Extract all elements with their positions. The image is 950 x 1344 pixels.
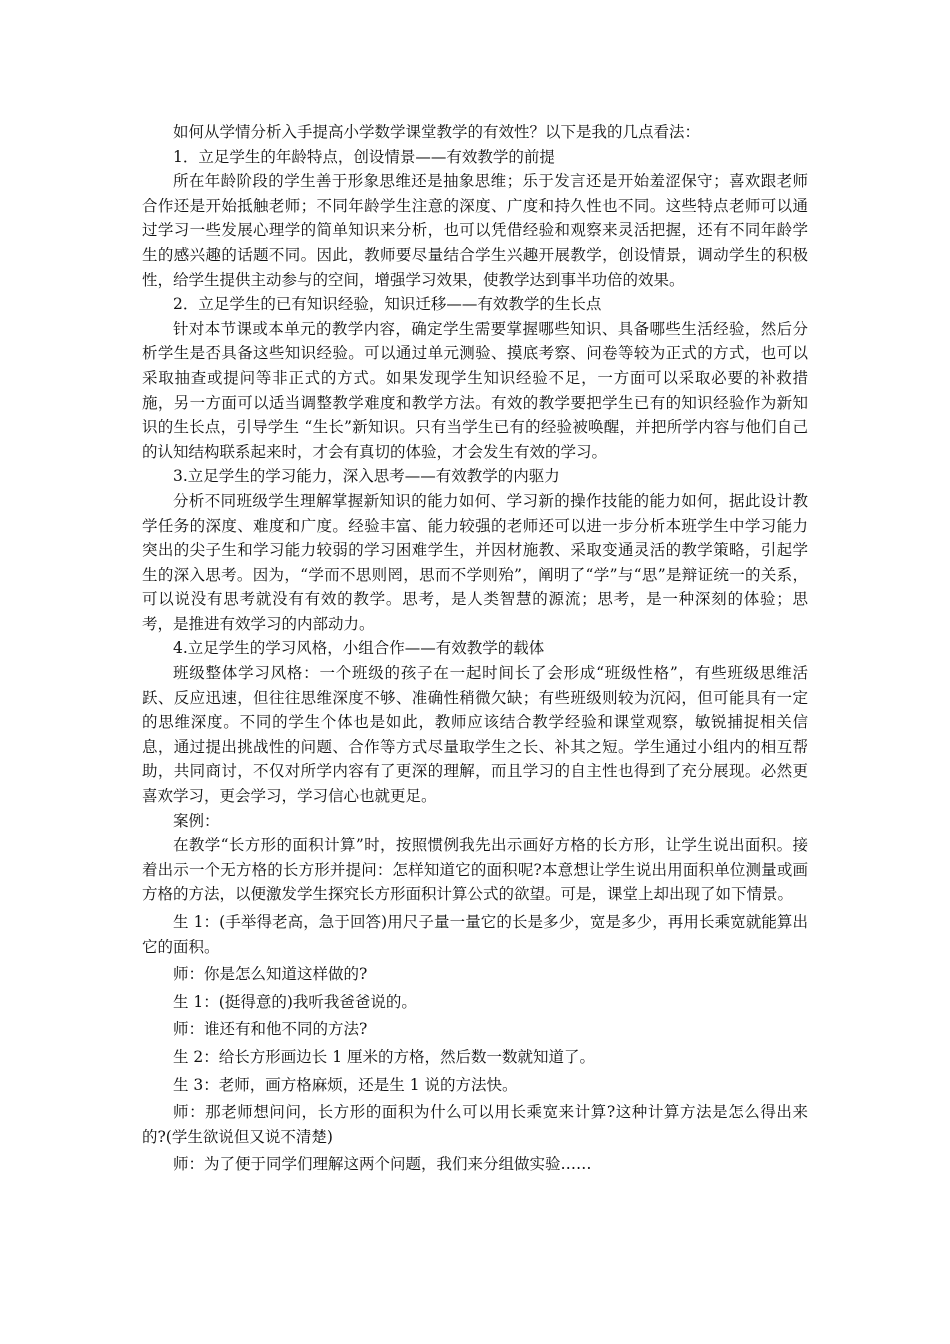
dialogue-line: 师：谁还有和他不同的方法?	[173, 1020, 368, 1039]
dialogue-line: 生 3：老师，画方格麻烦，还是生 1 说的方法快。	[173, 1075, 518, 1094]
body-paragraph-3: 分析不同班级学生理解掌握新知识的能力如何、学习新的操作技能的能力如何，据此设计教学任务的深度、难度和广度。经验丰富、能力较强的老师还可以进一步分析本班学生中学习能力突出的尖子生和学习能力较弱的学习困难学生，并因材施教、采取变通灵活的教学策略，引起学生的深入思考。因为，“学而不思则罔，思而不学则殆”，阐明了“学”与“思”是辩证统一的关系，可以说没有思考就没有有效的教学。思考，是人类智慧的源流；思考，是一种深刻的体验；思考，是推进有效学习的内部动力。	[142, 491, 808, 633]
dialogue-line: 生 1：(手举得老高，急于回答)用尺子量一量它的长是多少，宽是多少，再用长乘宽就能算出它的面积。	[142, 913, 808, 956]
case-label: 案例：	[173, 811, 220, 830]
dialogue-line: 师：为了便于同学们理解这两个问题，我们来分组做实验……	[173, 1155, 592, 1174]
body-paragraph-1: 所在年龄阶段的学生善于形象思维还是抽象思维；乐于发言还是开始羞涩保守；喜欢跟老师合作还是开始抵触老师；不同年龄学生注意的深度、广度和持久性也不同。这些特点老师可以通过学习一些发展心理学的简单知识来分析，也可以凭借经验和观察来灵活把握，还有不同年龄学生的感兴趣的话题不同。因此，教师要尽量结合学生兴趣开展教学，创设情景，调动学生的积极性，给学生提供主动参与的空间，增强学习效果，使教学达到事半功倍的效果。	[142, 172, 808, 289]
case-paragraph: 在教学“长方形的面积计算”时，按照惯例我先出示画好方格的长方形，让学生说出面积。接着出示一个无方格的长方形并提问：怎样知道它的面积呢?本意想让学生说出用面积单位测量或画方格的方法，以便激发学生探究长方形面积计算公式的欲望。可是，课堂上却出现了如下情景。	[142, 836, 808, 904]
dialogue-line: 师：你是怎么知道这样做的?	[173, 965, 368, 984]
heading-1: 1．立足学生的年龄特点，创设情景——有效教学的前提	[173, 147, 555, 166]
body-paragraph-4: 班级整体学习风格：一个班级的孩子在一起时间长了会形成“班级性格”，有些班级思维活跃、反应迅速，但往往思维深度不够、准确性稍微欠缺；有些班级则较为沉闷，但可能具有一定的思维深度。不同的学生个体也是如此，教师应该结合教学经验和课堂观察，敏锐捕捉相关信息，通过提出挑战性的问题、合作等方式尽量取学生之长、补其之短。学生通过小组内的相互帮助，共同商讨，不仅对所学内容有了更深的理解，而且学习的自主性也得到了充分展现。必然更喜欢学习，更会学习，学习信心也就更足。	[142, 664, 808, 806]
dialogue-line: 生 2：给长方形画边长 1 厘米的方格，然后数一数就知道了。	[173, 1047, 596, 1066]
body-paragraph-2: 针对本节课或本单元的教学内容，确定学生需要掌握哪些知识、具备哪些生活经验，然后分析学生是否具备这些知识经验。可以通过单元测验、摸底考察、问卷等较为正式的方式，也可以采取抽查或提问等非正式的方式。如果发现学生知识经验不足，一方面可以采取必要的补救措施，另一方面可以适当调整教学难度和教学方法。有效的教学要把学生已有的知识经验作为新知识的生长点，引导学生 “生长”新知识。只有当学生已有的经验被唤醒，并把所学内容与他们自己的认知结构联系起来时，才会有真切的体验，才会发生有效的学习。	[142, 319, 808, 461]
intro-paragraph: 如何从学情分析入手提高小学数学课堂教学的有效性？以下是我的几点看法：	[173, 123, 701, 141]
dialogue-line: 师：那老师想问问，长方形的面积为什么可以用长乘宽来计算?这种计算方法是怎么得出来的?(学生欲说但又说不清楚)	[142, 1103, 808, 1146]
document-page	[142, 120, 808, 1177]
dialogue-line: 生 1：(挺得意的)我听我爸爸说的。	[173, 992, 417, 1011]
heading-4: 4.立足学生的学习风格，小组合作——有效教学的载体	[173, 639, 545, 658]
heading-3: 3.立足学生的学习能力，深入思考——有效教学的内驱力	[173, 467, 560, 486]
heading-2: 2．立足学生的已有知识经验，知识迁移——有效教学的生长点	[173, 295, 602, 314]
